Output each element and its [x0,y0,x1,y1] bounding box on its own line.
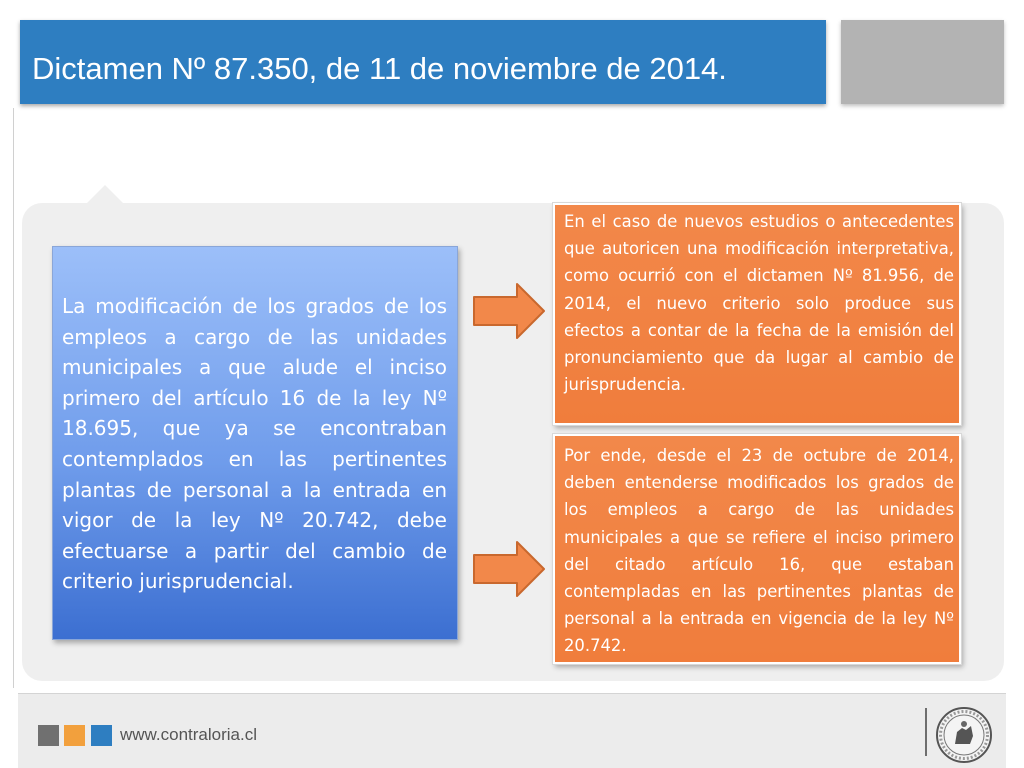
header-grey-block [841,20,1004,104]
right-bottom-box-text: Por ende, desde el 23 de octubre de 2014, deben entenderse modificados los grados de los empleos a cargo de las unidades municipales a que se refiere el inciso primero del citado artículo 16, que estaban contempladas en las pertinentes plantas de personal a la entrada en vigencia de la ley Nº 20.742. [564,446,954,656]
right-top-text-box [553,203,961,425]
left-box-text: La modificación de los grados de los empleos a cargo de las unidades municipales a que alude el inciso primero del artículo 16 de la ley Nº 18.695, que ya se encontraban contemplados en las pertinentes plantas de personal a la entrada en vigor de la ley Nº 20.742, debe efectuarse a partir del cambio de criterio jurisprudencial. [62,294,447,594]
footer-square-orange [64,725,85,746]
footer-url-link[interactable]: www.contraloria.cl [120,725,257,744]
slide-title: Dictamen Nº 87.350, de 11 de noviembre de 2014. [32,51,727,86]
left-text-box [52,246,458,640]
footer-square-blue [91,725,112,746]
contraloria-seal-icon [935,706,993,764]
right-bottom-text-box [553,434,961,664]
arrow-right-icon [472,540,547,598]
footer-square-grey [38,725,59,746]
footer-divider [925,708,927,756]
title-bar [20,20,826,104]
right-top-box-text: En el caso de nuevos estudios o antecedentes que autoricen una modificación interpretativa, como ocurrió con el dictamen Nº 81.956, de 2014, el nuevo criterio solo produce sus efectos a contar de la fecha de la emisión del pronunciamiento que da lugar al cambio de jurisprudencia. [564,212,954,395]
arrow-right-icon [472,282,547,340]
left-divider-line [13,108,14,688]
panel-notch [86,185,124,204]
